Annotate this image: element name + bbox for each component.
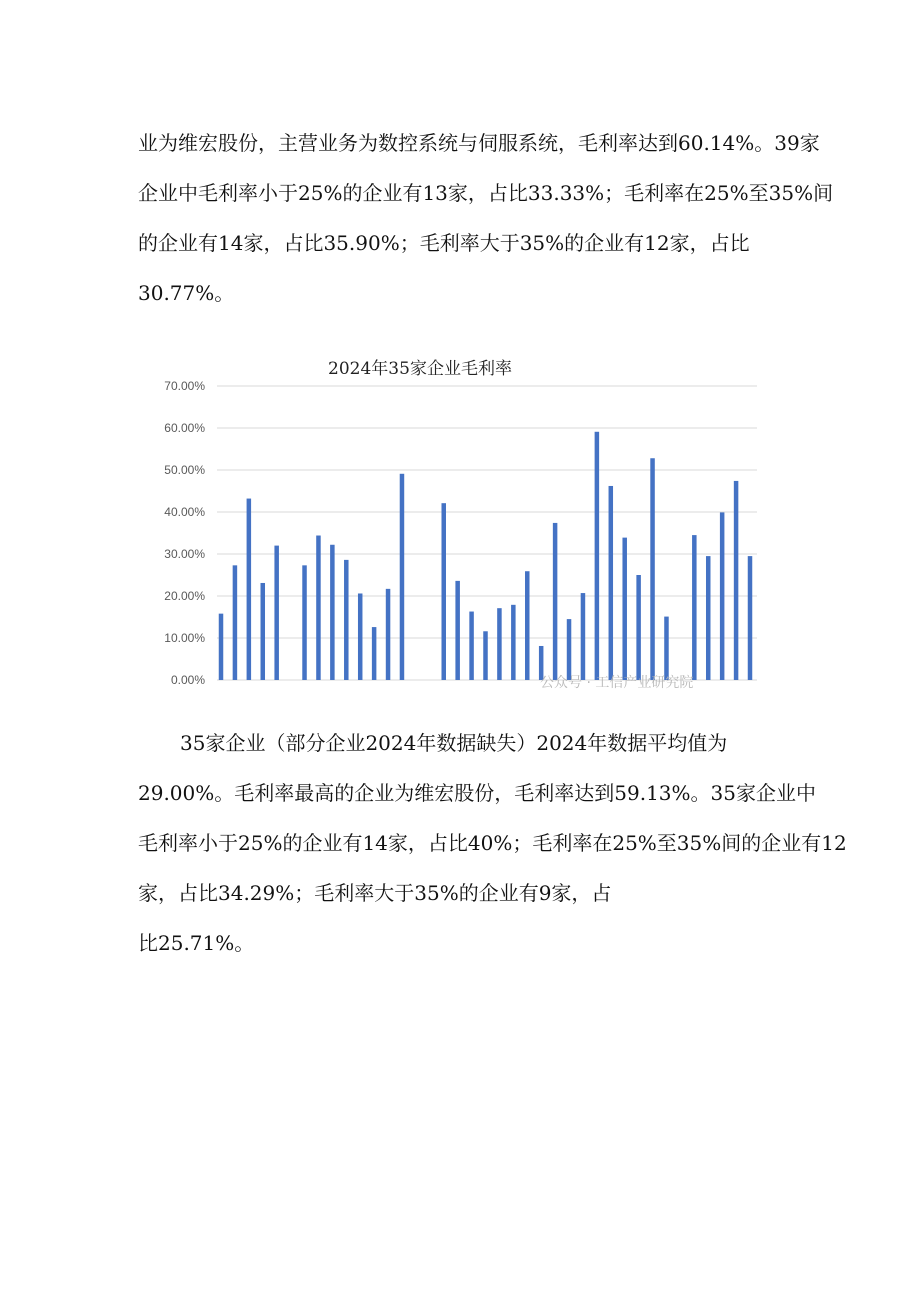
y-tick-label: 10.00% bbox=[164, 631, 205, 645]
chart-bar bbox=[358, 593, 363, 680]
chart-bar bbox=[664, 617, 669, 680]
chart-bar bbox=[497, 608, 502, 680]
paragraph-line: 企业中毛利率小于25%的企业有13家，占比33.33%；毛利率在25%至35%间 bbox=[138, 181, 834, 205]
y-tick-label: 70.00% bbox=[164, 379, 205, 393]
chart-bar bbox=[247, 499, 252, 680]
watermark-text: 公众号 · 工信产业研究院 bbox=[540, 675, 694, 691]
chart-bar bbox=[302, 565, 307, 680]
chart-bar bbox=[581, 593, 586, 680]
paragraph-line: 的企业有14家，占比35.90%；毛利率大于35%的企业有12家，占比 bbox=[138, 231, 750, 255]
paragraph-line: 业为维宏股份，主营业务为数控系统与伺服系统，毛利率达到60.14%。39家 bbox=[138, 131, 820, 155]
chart-bar bbox=[441, 503, 446, 680]
paragraph-summary bbox=[138, 718, 847, 968]
paragraph-line: 比25.71%。 bbox=[138, 931, 255, 955]
y-tick-label: 50.00% bbox=[164, 463, 205, 477]
chart-bar bbox=[219, 614, 224, 680]
y-tick-label: 40.00% bbox=[164, 505, 205, 519]
chart-y-axis bbox=[164, 379, 205, 687]
paragraph-line: 毛利率小于25%的企业有14家，占比40%；毛利率在25%至35%间的企业有12 bbox=[138, 831, 847, 855]
chart-title: 2024年35家企业毛利率 bbox=[328, 359, 512, 379]
chart-bar bbox=[567, 619, 572, 680]
paragraph-line: 29.00%。毛利率最高的企业为维宏股份，毛利率达到59.13%。35家企业中 bbox=[138, 781, 816, 805]
chart-bar bbox=[483, 631, 488, 680]
chart-bar bbox=[650, 458, 655, 680]
chart-bar bbox=[734, 481, 739, 680]
paragraph-intro bbox=[138, 118, 834, 318]
y-tick-label: 0.00% bbox=[170, 673, 205, 687]
paragraph-line: 家，占比34.29%；毛利率大于35%的企业有9家，占 bbox=[138, 881, 612, 905]
chart-bar bbox=[706, 556, 711, 680]
paragraph-line: 30.77%。 bbox=[138, 281, 235, 305]
chart-bar bbox=[400, 474, 405, 680]
chart-bar bbox=[386, 589, 391, 680]
chart-bar bbox=[233, 565, 238, 680]
chart-bar bbox=[595, 432, 600, 680]
chart-bar bbox=[316, 536, 321, 680]
chart-bar bbox=[469, 612, 474, 680]
chart-bar bbox=[261, 583, 266, 680]
chart-bar bbox=[274, 546, 279, 680]
chart-bar bbox=[511, 605, 515, 680]
chart-bar bbox=[553, 523, 558, 680]
y-tick-label: 30.00% bbox=[164, 547, 205, 561]
gross-margin-bar-chart bbox=[145, 350, 770, 695]
chart-bar bbox=[525, 571, 530, 680]
chart-bar bbox=[609, 486, 614, 680]
chart-bar bbox=[372, 627, 377, 680]
chart-bar bbox=[622, 538, 627, 680]
chart-bar bbox=[720, 512, 725, 680]
chart-bar bbox=[748, 556, 753, 680]
y-tick-label: 20.00% bbox=[164, 589, 205, 603]
chart-bar bbox=[692, 535, 697, 680]
chart-bar bbox=[344, 560, 349, 680]
chart-bars bbox=[219, 432, 753, 680]
y-tick-label: 60.00% bbox=[164, 421, 205, 435]
chart-bar bbox=[455, 581, 460, 680]
chart-bar bbox=[330, 545, 335, 680]
chart-bar bbox=[636, 575, 641, 680]
paragraph-line: 35家企业（部分企业2024年数据缺失）2024年数据平均值为 bbox=[180, 731, 728, 755]
